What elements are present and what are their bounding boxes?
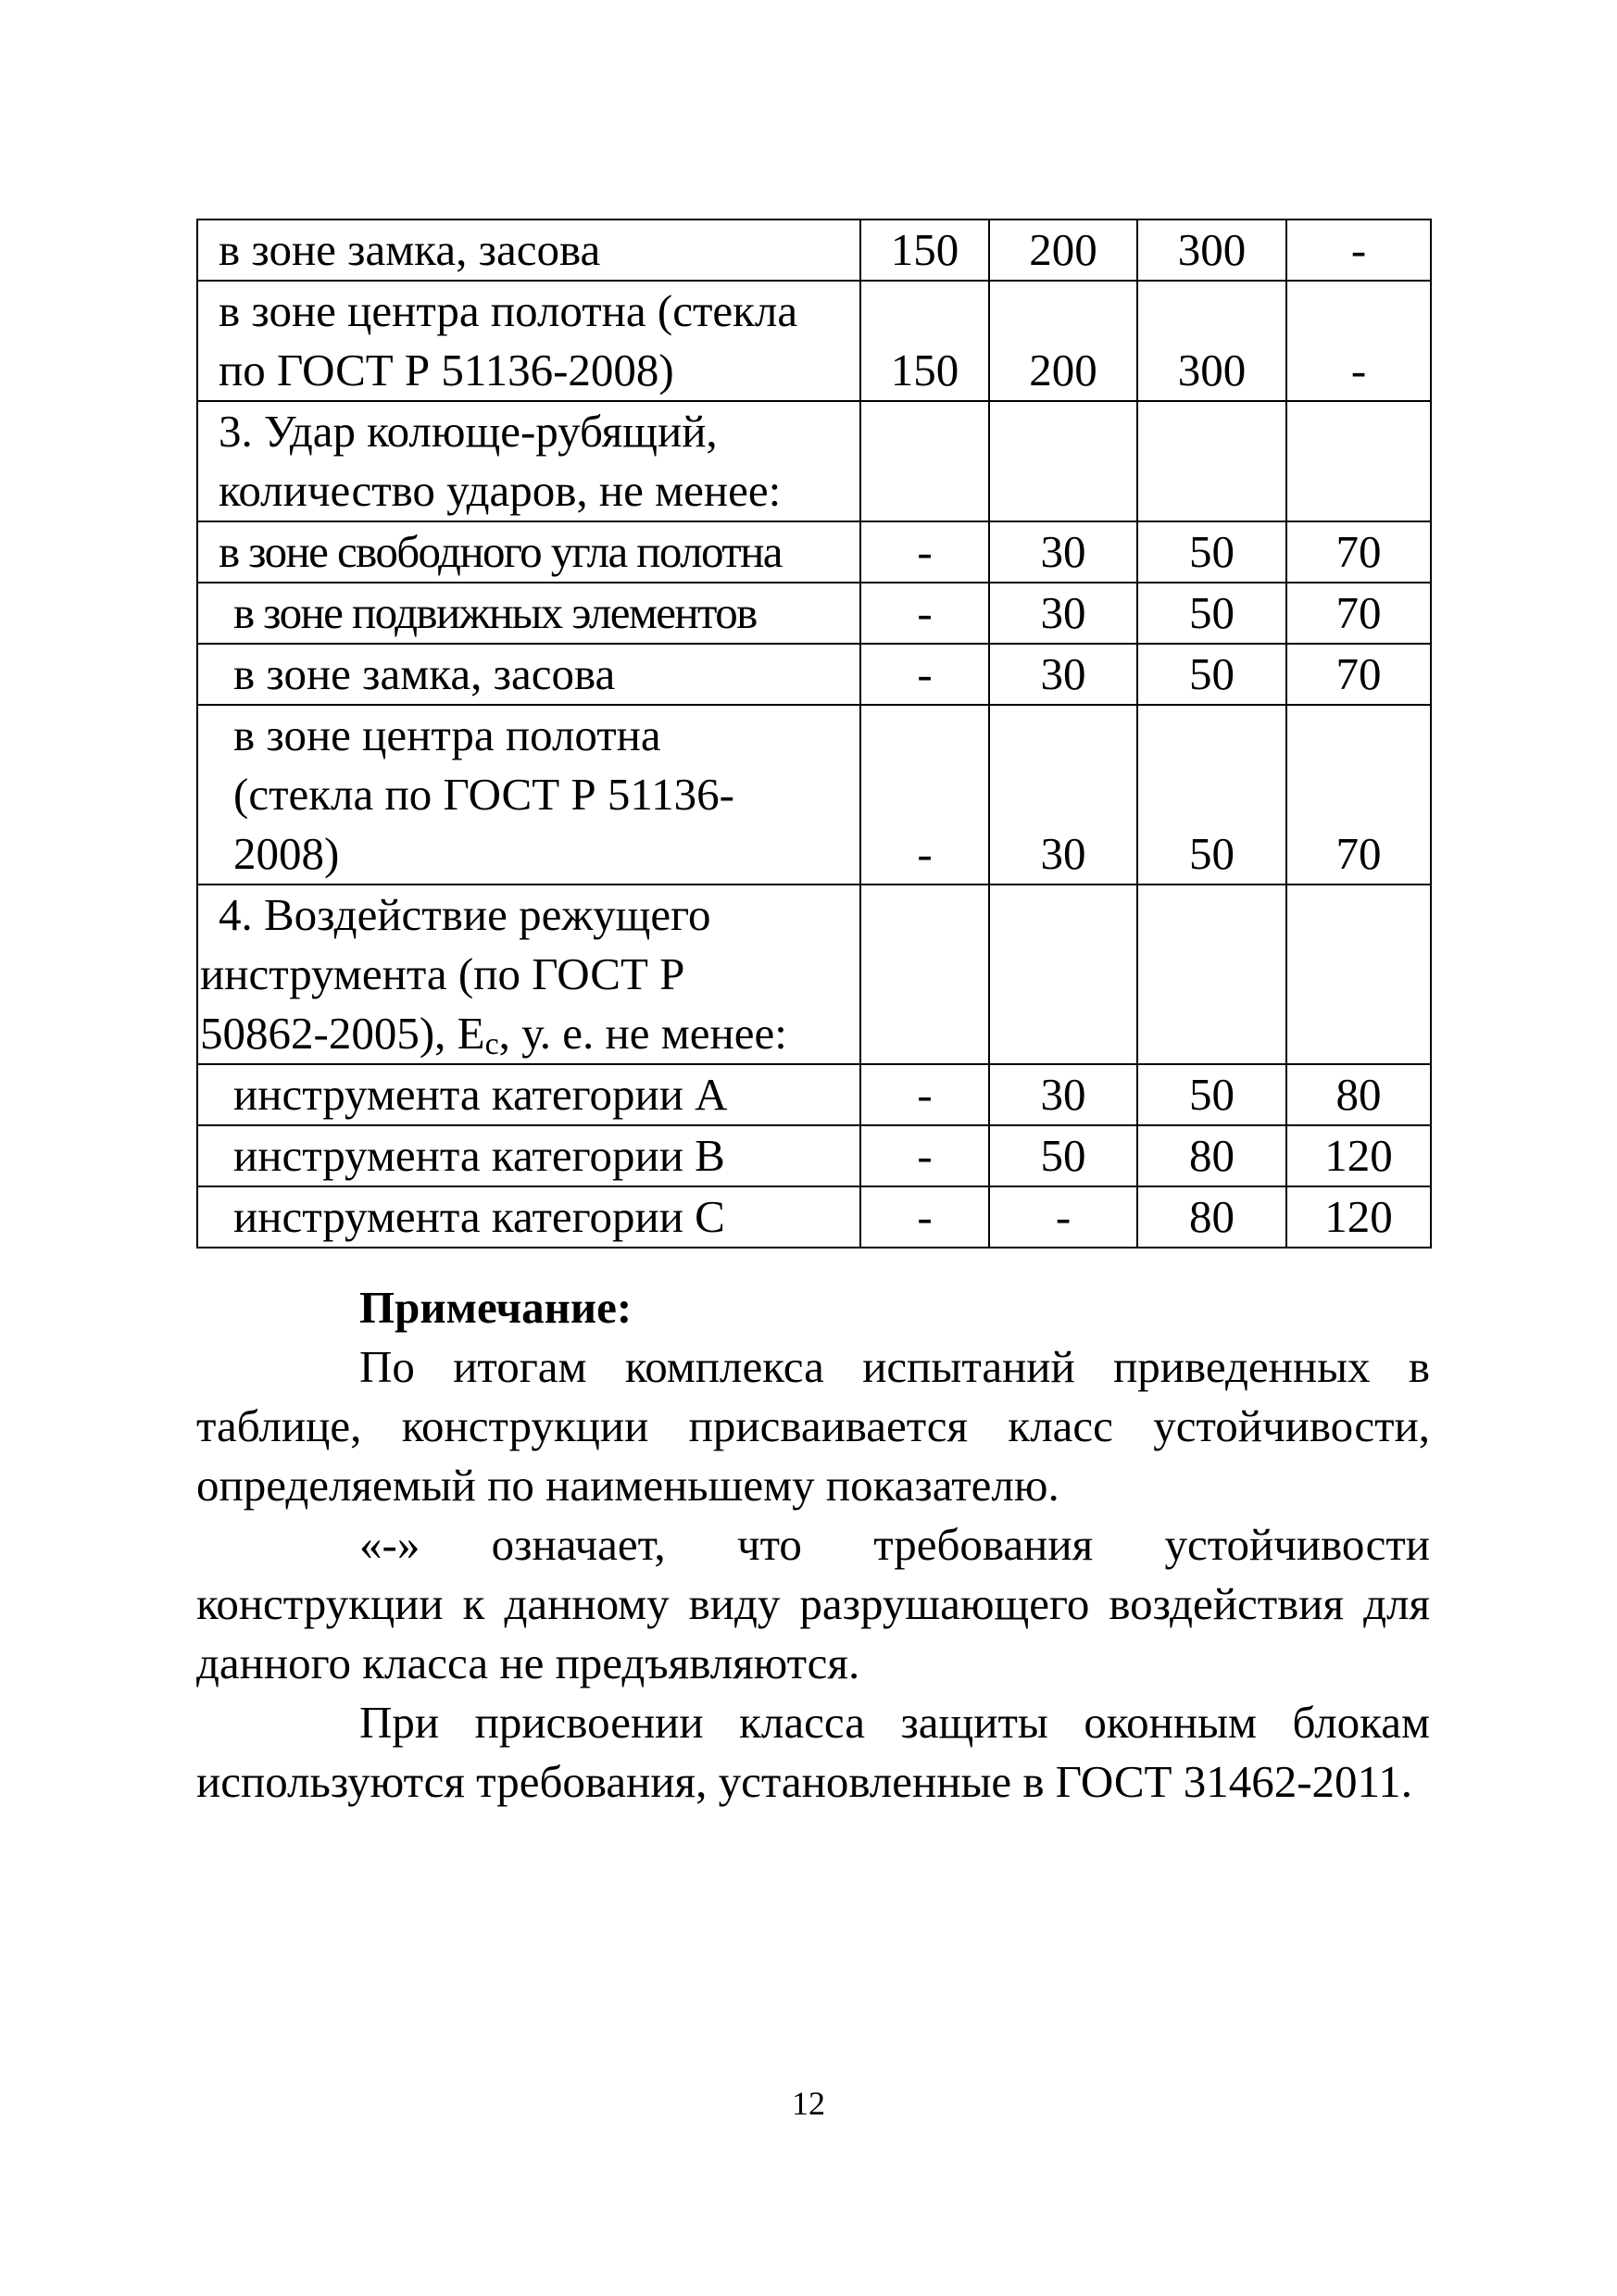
table-row xyxy=(197,220,1431,281)
cell-class-2: 50 xyxy=(989,1125,1137,1186)
cell-class-1 xyxy=(860,885,989,1064)
note-paragraph: При присвоении класса защиты оконным блокам используются требования, установленные в ГОСТ 31462-2011. xyxy=(196,1697,1430,1807)
table-row xyxy=(197,705,1431,885)
cell-class-4: - xyxy=(1286,220,1431,281)
table-row xyxy=(197,644,1431,705)
cell-class-4: 80 xyxy=(1286,1064,1431,1125)
row-label: в зоне замка, засова xyxy=(197,220,860,281)
row-label: в зоне центра полотна (стекла по ГОСТ Р 51136-2008) xyxy=(197,281,860,401)
cell-class-1: - xyxy=(860,583,989,644)
cell-class-4: 70 xyxy=(1286,521,1431,583)
cell-class-2: 200 xyxy=(989,281,1137,401)
row-label: в зоне подвижных элементов xyxy=(197,583,860,644)
cell-class-1: - xyxy=(860,521,989,583)
table-row xyxy=(197,583,1431,644)
cell-class-3: 50 xyxy=(1137,521,1286,583)
table-row xyxy=(197,1186,1431,1248)
section-label xyxy=(197,885,860,1064)
note-paragraph: «-» означает, что требования устойчивости конструкции к данному виду разрушающего воздействия для данного класса не предъявляются. xyxy=(196,1519,1430,1688)
cell-class-1: - xyxy=(860,1064,989,1125)
cell-class-2 xyxy=(989,885,1137,1064)
cell-class-4 xyxy=(1286,885,1431,1064)
cell-class-1: - xyxy=(860,644,989,705)
page-number: 12 xyxy=(792,2085,825,2122)
note-paragraph: По итогам комплекса испытаний приведенных в таблице, конструкции присваивается класс устойчивости, определяемый по наименьшему показателю. xyxy=(196,1341,1430,1511)
cell-class-1: - xyxy=(860,705,989,885)
cell-class-2: 30 xyxy=(989,1064,1137,1125)
requirements-table xyxy=(196,219,1432,1248)
cell-class-1: - xyxy=(860,1186,989,1248)
row-label: инструмента категории В xyxy=(197,1125,860,1186)
section-label-line: 50862-2005), E xyxy=(200,1008,485,1059)
section-label-line: инструмента (по ГОСТ Р xyxy=(200,948,685,999)
cell-class-4: 70 xyxy=(1286,583,1431,644)
cell-class-1 xyxy=(860,401,989,521)
cell-class-2: 200 xyxy=(989,220,1137,281)
cell-class-1: 150 xyxy=(860,220,989,281)
cell-class-3: 50 xyxy=(1137,583,1286,644)
cell-class-3: 50 xyxy=(1137,1064,1286,1125)
section-label: 3. Удар колюще-рубящий, количество ударов, не менее: xyxy=(197,401,860,521)
cell-class-1: 150 xyxy=(860,281,989,401)
cell-class-4: - xyxy=(1286,281,1431,401)
cell-class-3: 300 xyxy=(1137,281,1286,401)
note-title: Примечание: xyxy=(359,1282,633,1333)
cell-class-3: 300 xyxy=(1137,220,1286,281)
cell-class-3: 50 xyxy=(1137,644,1286,705)
row-label: в зоне замка, засова xyxy=(197,644,860,705)
cell-class-3 xyxy=(1137,885,1286,1064)
table-row xyxy=(197,281,1431,401)
row-label: в зоне центра полотна (стекла по ГОСТ Р 51136- 2008) xyxy=(197,705,860,885)
cell-class-2 xyxy=(989,401,1137,521)
cell-class-4: 70 xyxy=(1286,705,1431,885)
cell-class-4: 120 xyxy=(1286,1125,1431,1186)
cell-class-2: 30 xyxy=(989,583,1137,644)
cell-class-3: 80 xyxy=(1137,1186,1286,1248)
cell-class-2: 30 xyxy=(989,521,1137,583)
row-label: инструмента категории А xyxy=(197,1064,860,1125)
cell-class-3: 50 xyxy=(1137,705,1286,885)
cell-class-4: 70 xyxy=(1286,644,1431,705)
cell-class-2: - xyxy=(989,1186,1137,1248)
subscript-c: c xyxy=(484,1027,499,1061)
cell-class-4: 120 xyxy=(1286,1186,1431,1248)
cell-class-2: 30 xyxy=(989,705,1137,885)
cell-class-1: - xyxy=(860,1125,989,1186)
row-label: в зоне свободного угла полотна xyxy=(197,521,860,583)
table-row xyxy=(197,1125,1431,1186)
section-label-line: 4. Воздействие режущего xyxy=(219,889,711,940)
table-row-section-header xyxy=(197,401,1431,521)
cell-class-4 xyxy=(1286,401,1431,521)
table-row-section-header xyxy=(197,885,1431,1064)
note-block xyxy=(196,1278,1430,1812)
cell-class-2: 30 xyxy=(989,644,1137,705)
table-row xyxy=(197,1064,1431,1125)
row-label: инструмента категории С xyxy=(197,1186,860,1248)
cell-class-3 xyxy=(1137,401,1286,521)
table-row xyxy=(197,521,1431,583)
section-label-line: , у. е. не менее: xyxy=(498,1008,787,1059)
cell-class-3: 80 xyxy=(1137,1125,1286,1186)
